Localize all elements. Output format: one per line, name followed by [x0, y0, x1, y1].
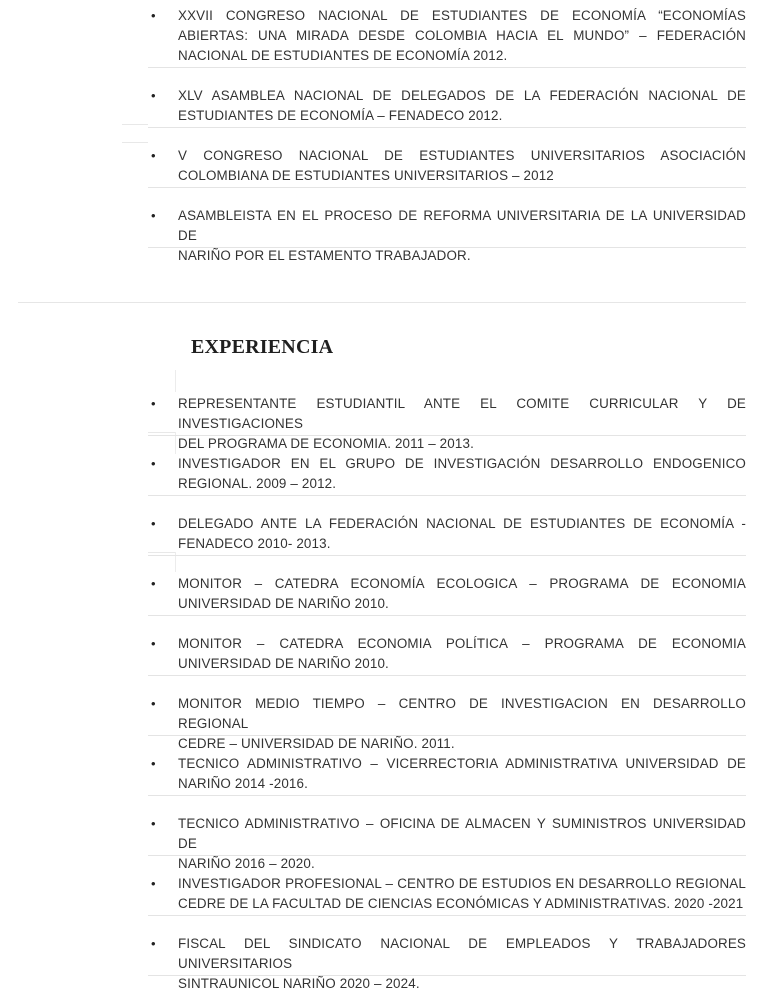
item-text-line: MONITOR MEDIO TIEMPO – CENTRO DE INVESTIGACION EN DESARROLLO REGIONAL — [178, 696, 746, 731]
item-text-line: NARIÑO 2014 -2016. — [178, 776, 308, 791]
item-text-line: COLOMBIANA DE ESTUDIANTES UNIVERSITARIOS – 2012 — [178, 168, 554, 183]
item-text-line: CEDRE – UNIVERSIDAD DE NARIÑO. 2011. — [178, 736, 455, 751]
experiencia-item — [148, 754, 746, 796]
section-title-experiencia: EXPERIENCIA — [191, 336, 334, 358]
item-text-line: NACIONAL DE ESTUDIANTES DE ECONOMÍA 2012. — [178, 48, 508, 63]
bullet-icon: • — [151, 396, 156, 411]
item-text-line: TECNICO ADMINISTRATIVO – VICERRECTORIA ADMINISTRATIVA UNIVERSIDAD DE — [178, 756, 746, 771]
participacion-item — [148, 146, 746, 188]
experiencia-item — [148, 634, 746, 676]
item-text-line: INVESTIGADOR PROFESIONAL – CENTRO DE ESTUDIOS EN DESARROLLO REGIONAL — [178, 876, 746, 891]
guide-line — [175, 370, 176, 392]
item-text-line: MONITOR – CATEDRA ECONOMIA POLÍTICA – PROGRAMA DE ECONOMIA — [178, 636, 746, 651]
item-text-line: REPRESENTANTE ESTUDIANTIL ANTE EL COMITE CURRICULAR Y DE INVESTIGACIONES — [178, 396, 746, 431]
item-text-line: DELEGADO ANTE LA FEDERACIÓN NACIONAL DE ESTUDIANTES DE ECONOMÍA - — [178, 516, 746, 531]
bullet-icon: • — [151, 8, 156, 23]
experiencia-item — [148, 874, 746, 916]
bullet-icon: • — [151, 516, 156, 531]
experience-list — [148, 394, 746, 994]
bullet-icon: • — [151, 936, 156, 951]
item-text-line: SINTRAUNICOL NARIÑO 2020 – 2024. — [178, 976, 420, 991]
bullet-icon: • — [151, 756, 156, 771]
experiencia-item — [148, 394, 746, 451]
bullet-icon: • — [151, 456, 156, 471]
experiencia-item — [148, 574, 746, 616]
experiencia-item — [148, 814, 746, 871]
item-text-line: ABIERTAS: UNA MIRADA DESDE COLOMBIA HACIA EL MUNDO” – FEDERACIÓN — [178, 28, 746, 43]
experiencia-item — [148, 694, 746, 751]
bullet-icon: • — [151, 696, 156, 711]
participacion-item — [148, 206, 746, 263]
item-text-line: UNIVERSIDAD DE NARIÑO 2010. — [178, 656, 389, 671]
bullet-icon: • — [151, 576, 156, 591]
item-text-line: DEL PROGRAMA DE ECONOMIA. 2011 – 2013. — [178, 436, 474, 451]
participation-list — [148, 6, 746, 266]
participacion-item — [148, 86, 746, 128]
item-text-line: UNIVERSIDAD DE NARIÑO 2010. — [178, 596, 389, 611]
bullet-icon: • — [151, 208, 156, 223]
experiencia-item — [148, 934, 746, 991]
item-text-line: ASAMBLEISTA EN EL PROCESO DE REFORMA UNIVERSITARIA DE LA UNIVERSIDAD DE — [178, 208, 746, 243]
item-text-line: NARIÑO 2016 – 2020. — [178, 856, 315, 871]
item-text-line: REGIONAL. 2009 – 2012. — [178, 476, 337, 491]
item-text-line: TECNICO ADMINISTRATIVO – OFICINA DE ALMACEN Y SUMINISTROS UNIVERSIDAD DE — [178, 816, 746, 851]
item-text-line: FENADECO 2010- 2013. — [178, 536, 331, 551]
item-text-line: XLV ASAMBLEA NACIONAL DE DELEGADOS DE LA FEDERACIÓN NACIONAL DE — [178, 88, 746, 103]
item-text-line: MONITOR – CATEDRA ECONOMÍA ECOLOGICA – PROGRAMA DE ECONOMIA — [178, 576, 746, 591]
section-divider — [18, 302, 746, 303]
item-text-line: NARIÑO POR EL ESTAMENTO TRABAJADOR. — [178, 248, 471, 263]
item-text-line: XXVII CONGRESO NACIONAL DE ESTUDIANTES DE ECONOMÍA “ECONOMÍAS — [178, 8, 746, 23]
experiencia-item — [148, 514, 746, 556]
item-text-line: CEDRE DE LA FACULTAD DE CIENCIAS ECONÓMICAS Y ADMINISTRATIVAS. 2020 -2021 — [178, 896, 744, 911]
bullet-icon: • — [151, 88, 156, 103]
bullet-icon: • — [151, 636, 156, 651]
experiencia-item — [148, 454, 746, 496]
bullet-icon: • — [151, 816, 156, 831]
item-text-line: FISCAL DEL SINDICATO NACIONAL DE EMPLEADOS Y TRABAJADORES UNIVERSITARIOS — [178, 936, 746, 971]
guide-line — [122, 124, 148, 125]
item-text-line: INVESTIGADOR EN EL GRUPO DE INVESTIGACIÓN DESARROLLO ENDOGENICO — [178, 456, 746, 471]
participacion-item — [148, 6, 746, 68]
item-text-line: ESTUDIANTES DE ECONOMÍA – FENADECO 2012. — [178, 108, 503, 123]
item-text-line: V CONGRESO NACIONAL DE ESTUDIANTES UNIVERSITARIOS ASOCIACIÓN — [178, 148, 746, 163]
bullet-icon: • — [151, 148, 156, 163]
bullet-icon: • — [151, 876, 156, 891]
guide-line — [122, 142, 148, 143]
